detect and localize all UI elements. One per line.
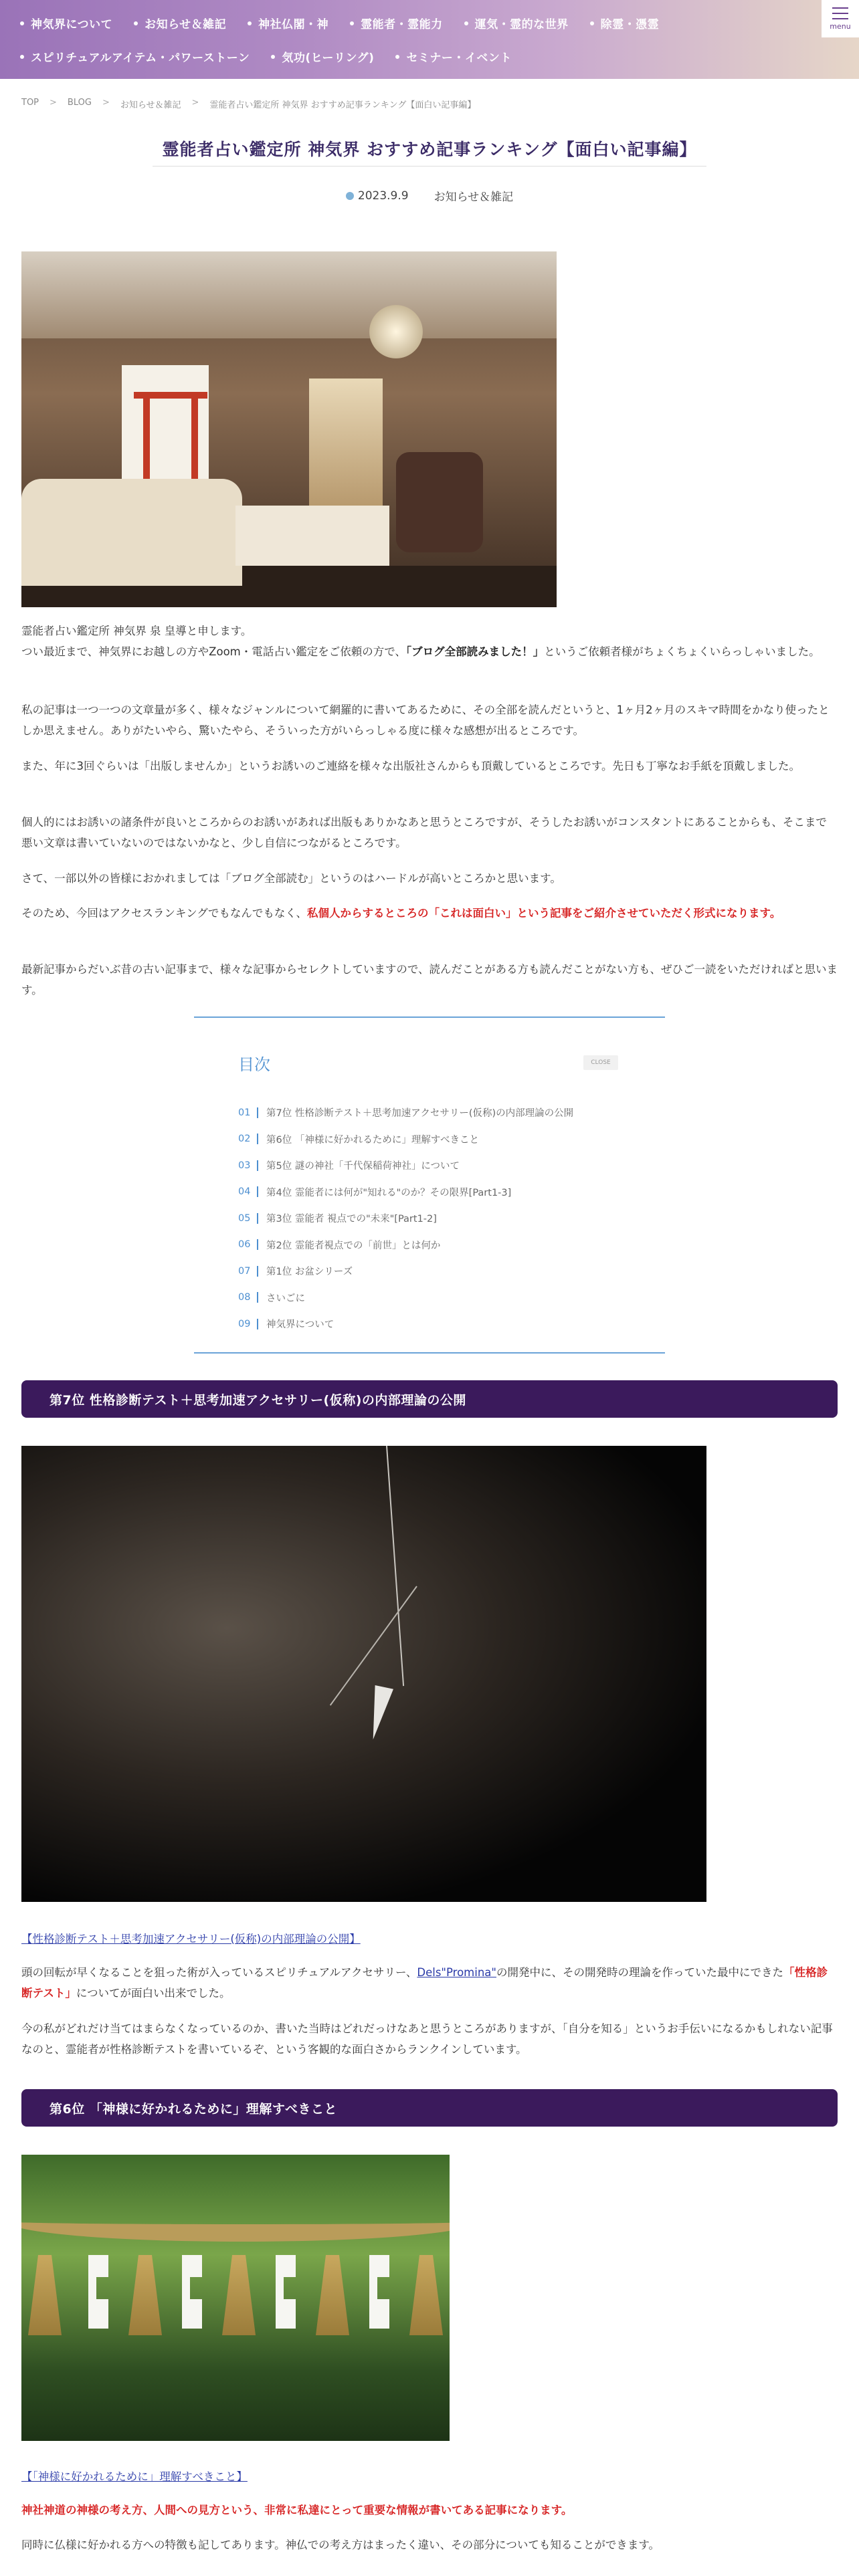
- site-header: [0, 0, 859, 79]
- toc-item-label: 第7位 性格診断テスト＋思考加速アクセサリー(仮称)の内部理論の公開: [266, 1108, 574, 1119]
- toc-item-number: 08: [238, 1292, 251, 1303]
- rank6-paragraph-1: 同時に仏様に好かれる方への特徴も記してあります。神仏での考え方はまったく違い、その部分についても知ることができます。: [21, 2539, 660, 2551]
- nav-item-fortune[interactable]: [464, 15, 590, 31]
- post-date-text: 2023.9.9: [357, 189, 409, 203]
- bullet-icon: [20, 21, 24, 25]
- toc-item-label: さいごに: [266, 1293, 305, 1304]
- rank7-text: についてが面白い出来でした。: [76, 1987, 231, 2000]
- toc-item[interactable]: [238, 1205, 573, 1232]
- toc-bar: [257, 1107, 258, 1118]
- breadcrumb: [21, 98, 476, 110]
- toc-bar: [257, 1319, 258, 1329]
- intro-text: そのため、今回はアクセスランキングでもなんでもなく、: [21, 907, 308, 920]
- toc-item-label: 第3位 霊能者 視点での"未来"[Part1-2]: [266, 1214, 437, 1225]
- toc-item[interactable]: [238, 1232, 573, 1259]
- nav-item-label: スピリチュアルアイテム・パワーストーン: [31, 51, 250, 65]
- toc-bar: [257, 1292, 258, 1303]
- global-nav-row-1: [20, 15, 680, 31]
- rank7-paragraph-2: 今の私がどれだけ当てはまらなくなっているのか、書いた当時はどれだっけなあと思うところがありますが、「自分を知る」というお手伝いになるかもしれない記事なのと、霊能者が性格診断テストを書いているぞ、という客観的な面白さからランクインしています。: [21, 2022, 833, 2056]
- intro-bold-text: 「ブログ全部読みました！」: [405, 645, 545, 658]
- intro-paragraph-1: [21, 621, 838, 662]
- article-meta: [0, 187, 859, 204]
- toc-title: 目次: [238, 1055, 270, 1074]
- post-category-link[interactable]: お知らせ＆雑記: [434, 191, 514, 204]
- hamburger-menu-button[interactable]: [822, 0, 859, 37]
- toc-item-number: 07: [238, 1265, 251, 1277]
- toc-bar: [257, 1134, 258, 1144]
- nav-item-label: 運気・霊的な世界: [474, 18, 569, 31]
- toc-item-number: 02: [238, 1134, 251, 1145]
- toc-bottom-rule: [194, 1352, 665, 1354]
- nav-item-label: お知らせ＆雑記: [145, 18, 227, 31]
- toc-item[interactable]: [238, 1152, 573, 1179]
- chevron-right-icon: >: [191, 98, 199, 108]
- page-title: 霊能者占い鑑定所 神気界 おすすめ記事ランキング【面白い記事編】: [162, 140, 697, 159]
- intro-red-text: 私個人からするところの「これは面白い」という記事をご紹介させていただく形式になります。: [307, 907, 781, 920]
- hamburger-icon: [832, 7, 848, 19]
- rank7-paragraph-1: [21, 1962, 838, 2004]
- hero-image-room: [21, 251, 557, 607]
- toc-list: [238, 1099, 573, 1337]
- toc-item[interactable]: [238, 1099, 573, 1126]
- date-dot-icon: [346, 192, 354, 200]
- toc-item-number: 05: [238, 1212, 251, 1224]
- breadcrumb-top[interactable]: TOP: [21, 98, 39, 108]
- breadcrumb-current: 霊能者占い鑑定所 神気界 おすすめ記事ランキング【面白い記事編】: [209, 100, 476, 110]
- nav-item-label: 霊能者・霊能力: [361, 18, 443, 31]
- toc-top-rule: [194, 1016, 665, 1018]
- nav-item-exorcism[interactable]: [590, 15, 681, 31]
- intro-paragraph-6: [21, 903, 838, 924]
- global-nav-row-2: [20, 48, 533, 65]
- toc-item[interactable]: [238, 1258, 573, 1285]
- bullet-icon: [20, 55, 24, 59]
- nav-item-label: 神気界について: [31, 18, 113, 31]
- rank7-article-link[interactable]: 【性格診断テスト＋思考加速アクセサリー(仮称)の内部理論の公開】: [21, 1933, 361, 1945]
- rank6-red-text: 神社神道の神様の考え方、人間への見方という、非常に私達にとって重要な情報が書いてある記事になります。: [21, 2504, 573, 2516]
- nav-item-label: 除霊・憑霊: [600, 18, 660, 31]
- bullet-icon: [590, 21, 594, 25]
- bullet-icon: [248, 21, 252, 25]
- intro-text: というご依頼者様がちょくちょくいらっしゃいました。: [544, 645, 820, 658]
- toc-item[interactable]: [238, 1126, 573, 1153]
- toc-bar: [257, 1186, 258, 1197]
- toc-item-number: 06: [238, 1239, 251, 1251]
- chevron-right-icon: >: [50, 98, 57, 108]
- intro-paragraph-2: 私の記事は一つ一つの文章量が多く、様々なジャンルについて網羅的に書いてあるために、その全部を読んだというと、1ヶ月2ヶ月のスキマ時間をかなり使ったとしか思えません。ありがたいやら、驚いたやら、そういった方がいらっしゃる度に様々な感想が出るところです。: [21, 704, 830, 737]
- toc-item-number: 04: [238, 1186, 251, 1198]
- section-heading-rank6: 第6位 「神様に好かれるために」理解すべきこと: [21, 2089, 838, 2127]
- section-heading-rank7: 第7位 性格診断テスト＋思考加速アクセサリー(仮称)の内部理論の公開: [21, 1380, 838, 1418]
- nav-item-about[interactable]: [20, 15, 134, 31]
- nav-item-shrines[interactable]: [248, 15, 350, 31]
- rank7-red-text: 「性格診断テスト」: [21, 1966, 828, 2000]
- title-divider: [153, 166, 706, 167]
- nav-item-seminar[interactable]: [395, 48, 533, 65]
- bullet-icon: [395, 55, 399, 59]
- toc-bar: [257, 1160, 258, 1171]
- nav-item-news[interactable]: [134, 15, 248, 31]
- toc-item-label: 第6位 「神様に好かれるために」理解すべきこと: [266, 1134, 480, 1146]
- necklace-image: [21, 1446, 706, 1902]
- breadcrumb-blog[interactable]: BLOG: [67, 98, 92, 108]
- menu-label: menu: [830, 21, 851, 31]
- bullet-icon: [134, 21, 138, 25]
- intro-paragraph-3: また、年に3回ぐらいは「出版しませんか」というお誘いのご連絡を様々な出版社さんからも頂戴しているところです。先日も丁寧なお手紙を頂戴しました。: [21, 760, 801, 772]
- shimenawa-image: [21, 2155, 450, 2441]
- nav-item-label: セミナー・イベント: [406, 51, 512, 65]
- toc-item[interactable]: [238, 1311, 573, 1337]
- toc-close-button[interactable]: CLOSE: [583, 1055, 618, 1070]
- intro-text: つい最近まで、神気界にお越しの方やZoom・電話占い鑑定をご依頼の方で、: [21, 645, 406, 658]
- toc-item-label: 神気界について: [266, 1319, 335, 1331]
- intro-text: 霊能者占い鑑定所 神気界 泉 皇導と申します。: [21, 625, 252, 637]
- toc-bar: [257, 1239, 258, 1250]
- promina-link[interactable]: Dels"Promina": [417, 1966, 496, 1979]
- chevron-right-icon: >: [102, 98, 110, 108]
- toc-item-number: 03: [238, 1160, 251, 1171]
- toc-item-label: 第1位 お盆シリーズ: [266, 1267, 353, 1278]
- rank7-text: の開発中に、その開発時の理論を作っていた最中にできた: [496, 1966, 783, 1979]
- toc-bar: [257, 1213, 258, 1224]
- toc-item-label: 第2位 霊能者視点での「前世」とは何か: [266, 1240, 441, 1251]
- nav-item-label: 気功(ヒーリング): [282, 51, 375, 65]
- toc-item-number: 01: [238, 1107, 251, 1118]
- nav-item-label: 神社仏閣・神: [258, 18, 329, 31]
- toc-item[interactable]: [238, 1179, 573, 1206]
- intro-paragraph-5: さて、一部以外の皆様におかれましては「ブログ全部読む」というのはハードルが高いところかと思います。: [21, 872, 561, 885]
- toc-bar: [257, 1266, 258, 1277]
- intro-paragraph-7: 最新記事からだいぶ昔の古い記事まで、様々な記事からセレクトしていますので、読んだことがある方も読んだことがない方も、ぜひご一読をいただければと思います。: [21, 963, 838, 996]
- toc-item-label: 第5位 謎の神社「千代保稲荷神社」について: [266, 1161, 460, 1172]
- intro-paragraph-4: 個人的にはお誘いの諸条件が良いところからのお誘いがあれば出版もありかなあと思うところですが、そうしたお誘いがコンスタントにあることからも、そこまで悪い文章は書いていないのではないかなと、少し自信につながるところです。: [21, 816, 827, 849]
- toc-item-label: 第4位 霊能者には何が"知れる"のか？その限界[Part1-3]: [266, 1187, 512, 1198]
- rank6-article-link[interactable]: 【「神様に好かれるために」理解すべきこと】: [21, 2470, 248, 2483]
- rank7-text: 頭の回転が早くなることを狙った術が入っているスピリチュアルアクセサリー、: [21, 1966, 417, 1979]
- bullet-icon: [271, 55, 275, 59]
- post-date: [346, 187, 409, 204]
- bullet-icon: [350, 21, 354, 25]
- toc-item-number: 09: [238, 1318, 251, 1329]
- breadcrumb-category[interactable]: お知らせ＆雑記: [120, 100, 181, 110]
- nav-item-items[interactable]: [20, 48, 271, 65]
- nav-item-psychics[interactable]: [350, 15, 464, 31]
- nav-item-healing[interactable]: [271, 48, 395, 65]
- toc-item[interactable]: [238, 1285, 573, 1311]
- bullet-icon: [464, 21, 468, 25]
